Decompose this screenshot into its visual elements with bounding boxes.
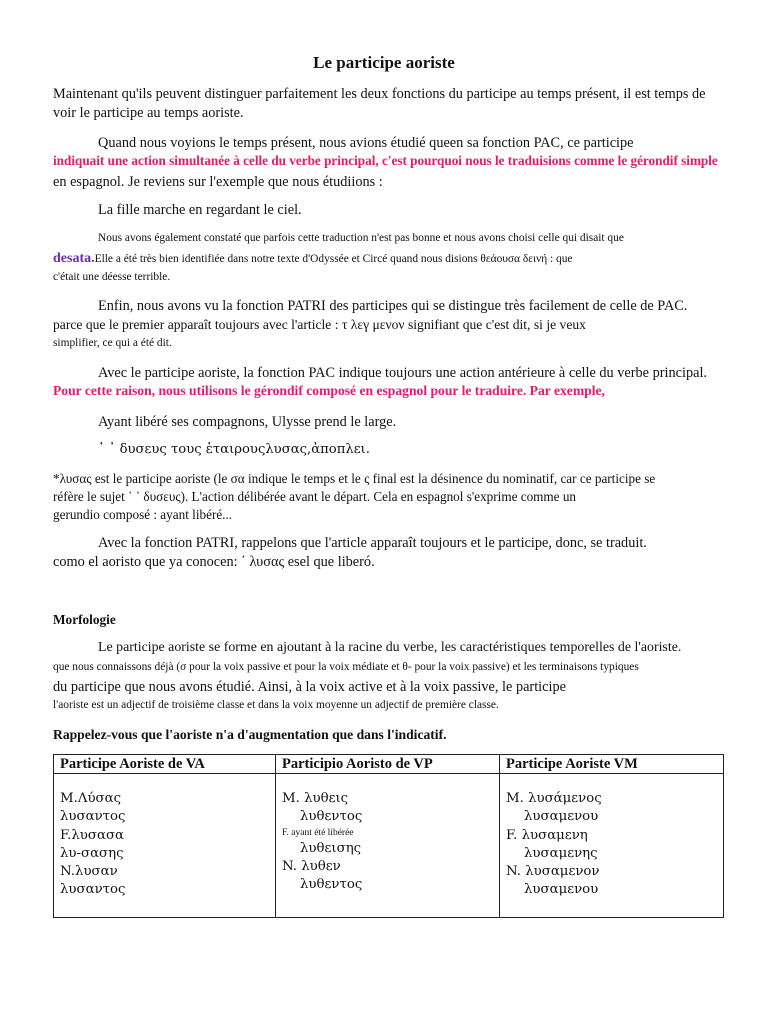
note-line-1: *λυσας est le participe aoriste (le σα indique le temps et le ς final est la désinence du nominatif, car ce participe se (53, 471, 656, 486)
table-cell-text: M. λυσάμενος (506, 791, 602, 806)
page-title: Le participe aoriste (313, 53, 455, 72)
paragraph-3-line-1: Nous avons également constaté que parfois cette traduction n'est pas bonne et nous avons choisi celle qui disait que (98, 232, 624, 244)
table-cell-text: λυσαμενου (524, 809, 599, 825)
paragraph-5-highlight: Pour cette raison, nous utilisons le gérondif composé en espagnol pour le traduire. Par exemple, (53, 383, 605, 398)
example-sentence-2: Ayant libéré ses compagnons, Ulysse prend le large. (98, 414, 397, 430)
table-cell-text: λυθεισης (300, 840, 362, 856)
paragraph-6-line-1: Avec la fonction PATRI, rappelons que l'article apparaît toujours et le participe, donc, se traduit. (98, 535, 647, 551)
table-cell-text: λυσαμενου (524, 882, 599, 898)
table-cell-text: N. λυσαμενον (506, 864, 600, 880)
paragraph-3-line-2 (53, 249, 573, 268)
active-voice-column (54, 774, 276, 918)
table-header-cell: Participe Aoriste de VA (54, 755, 276, 774)
table-cell-text: F.λυσασα (60, 827, 125, 843)
note-line-2: réfère le sujet ῾ ᾿ δυσευς). L'action délibérée avant le départ. Cela en espagnol s'exprime comme un (53, 489, 577, 504)
paragraph-4-line-2: parce que le premier apparaît toujours avec l'article : τ λεγ μενον signifiant que c'est dit, si je veux (53, 317, 586, 332)
middle-voice-column (500, 774, 724, 918)
table-cell-text: N. λυθεν (282, 858, 341, 874)
table-cell-text: N.λυσαν (60, 864, 118, 880)
participle-table (53, 754, 724, 918)
table-cell-text: M. λυθεις (282, 791, 349, 806)
paragraph-2-line-3: en espagnol. Je reviens sur l'exemple que nous étudiions : (53, 174, 383, 190)
intro-line-2: voir le participe au temps aoriste. (53, 105, 244, 121)
table-cell-text: λυθεντος (300, 877, 363, 893)
paragraph-4-line-3: simplifier, ce qui a été dit. (53, 337, 172, 349)
greek-example: ῾ ᾿ δυσευς τους ἑταιρουςλυσας,ἀποπλει. (98, 442, 370, 457)
table-cell-text: F. λυσαμενη (506, 827, 588, 843)
table-header-cell: Participio Aoristo de VP (276, 755, 500, 774)
note-line-3: gerundio composé : ayant libéré... (53, 507, 233, 522)
reminder-note: Rappelez-vous que l'aoriste n'a d'augmentation que dans l'indicatif. (53, 727, 447, 742)
desata-word: desata. (53, 251, 95, 266)
paragraph-6-line-2: como el aoristo que ya conocen: ῾ λυσας esel que liberó. (53, 554, 375, 570)
table-cell-text: λυθεντος (300, 809, 363, 825)
table-cell-text: F. ayant été libérée (282, 827, 354, 838)
paragraph-4-line-1: Enfin, nous avons vu la fonction PATRI des participes qui se distingue très facilement de celle de PAC. (98, 298, 688, 314)
table-row (54, 774, 724, 918)
section-heading-morfologie: Morfologie (53, 612, 116, 627)
paragraph-2-line-1: Quand nous voyions le temps présent, nous avions étudié queen sa fonction PAC, ce participe (98, 135, 634, 151)
paragraph-2-highlight: indiquait une action simultanée à celle du verbe principal, c'est pourquoi nous le traduisions comme le gérondif simple (53, 153, 718, 168)
table-cell-text: λυσαμενης (524, 845, 598, 861)
paragraph-3-line-3: c'était une déesse terrible. (53, 271, 171, 283)
morfologie-line-4: l'aoriste est un adjectif de troisième classe et dans la voix moyenne un adjectif de première classe. (53, 699, 499, 711)
morfologie-line-3: du participe que nous avons étudié. Ainsi, à la voix active et à la voix passive, le participe (53, 679, 566, 695)
table-cell-text: Μ.Λύσας (60, 791, 122, 806)
example-sentence-1: La fille marche en regardant le ciel. (98, 202, 302, 218)
paragraph-5-line-1: Avec le participe aoriste, la fonction PAC indique toujours une action antérieure à celle du verbe principal. (98, 365, 707, 381)
intro-line-1: Maintenant qu'ils peuvent distinguer parfaitement les deux fonctions du participe au temps présent, il est temps de (53, 86, 706, 102)
morfologie-line-2: que nous connaissons déjà (σ pour la voix passive et pour la voix médiate et θ- pour la voix passive) et les terminaisons typiques (53, 661, 639, 673)
table-header-cell: Participe Aoriste VM (500, 755, 724, 774)
paragraph-3-line-2-text: Elle a été très bien identifiée dans notre texte d'Odyssée et Circé quand nous disions θεάουσα δεινή : que (94, 253, 573, 265)
passive-voice-column (276, 774, 500, 918)
table-cell-text: λυσαντος (60, 882, 126, 898)
table-cell-text: λυ-σασης (60, 845, 124, 861)
table-cell-text: λυσαντος (60, 809, 126, 825)
morfologie-line-1: Le participe aoriste se forme en ajoutant à la racine du verbe, les caractéristiques temporelles de l'aoriste. (98, 640, 682, 655)
table-header-row (54, 755, 724, 774)
